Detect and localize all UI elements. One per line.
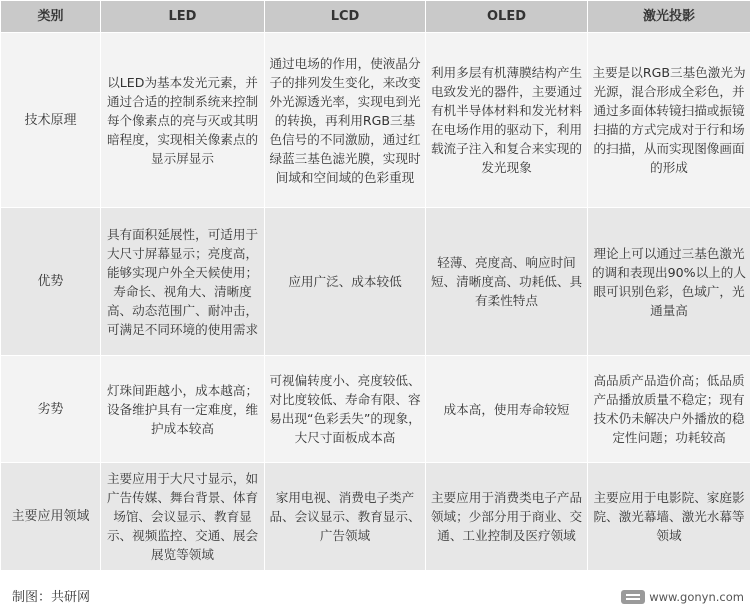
watermark <box>621 590 744 604</box>
header-laser: 激光投影 <box>588 1 750 33</box>
cell-lcd: 家用电视、消费电子类产品、会议显示、教育显示、广告领域 <box>265 463 426 571</box>
header-lcd: LCD <box>265 1 426 33</box>
cell-lcd: 通过电场的作用，使液晶分子的排列发生变化，来改变外光源透光率，实现电到光的转换，再利用RGB三基色信号的不同激励，通过红绿蓝三基色滤光膜，实现时间域和空间域的色彩重现 <box>265 33 426 208</box>
chart-credit: 制图：共研网 <box>12 590 91 605</box>
row-category: 技术原理 <box>1 33 101 208</box>
cell-oled: 成本高，使用寿命较短 <box>426 356 588 463</box>
cell-laser: 理论上可以通过三基色激光的调和表现出90%以上的人眼可识别色彩，色域广，光通量高 <box>588 208 750 356</box>
row-category: 优势 <box>1 208 101 356</box>
row-category: 主要应用领域 <box>1 463 101 571</box>
table-row <box>1 208 750 356</box>
table-row <box>1 33 750 208</box>
cell-laser: 主要应用于电影院、家庭影院、激光幕墙、激光水幕等领域 <box>588 463 750 571</box>
cell-laser: 高品质产品造价高；低品质产品播放质量不稳定；现有技术仍未解决户外播放的稳定性问题；功耗较高 <box>588 356 750 463</box>
cell-laser: 主要是以RGB三基色激光为光源，混合形成全彩色，并通过多面体转镜扫描或振镜扫描的方式完成对于行和场的扫描，从而实现图像画面的形成 <box>588 33 750 208</box>
cell-led: 灯珠间距越小，成本越高；设备维护具有一定难度，维护成本较高 <box>101 356 265 463</box>
table-row <box>1 463 750 571</box>
row-category: 劣势 <box>1 356 101 463</box>
watermark-url: www.gonyn.com <box>649 590 744 604</box>
table-row <box>1 356 750 463</box>
cell-oled: 主要应用于消费类电子产品领域；少部分用于商业、交通、工业控制及医疗领域 <box>426 463 588 571</box>
header-oled: OLED <box>426 1 588 33</box>
header-led: LED <box>101 1 265 33</box>
cell-oled: 利用多层有机薄膜结构产生电致发光的器件，主要通过有机半导体材料和发光材料在电场作用的驱动下，利用载流子注入和复合来实现的发光现象 <box>426 33 588 208</box>
watermark-logo-icon <box>621 590 645 604</box>
cell-oled: 轻薄、亮度高、响应时间短、清晰度高、功耗低、具有柔性特点 <box>426 208 588 356</box>
cell-lcd: 应用广泛、成本较低 <box>265 208 426 356</box>
header-row <box>1 1 750 33</box>
cell-led: 具有面积延展性，可适用于大尺寸屏幕显示；亮度高，能够实现户外全天候使用；寿命长、视角大、清晰度高、动态范围广、耐冲击，可满足不同环境的使用需求 <box>101 208 265 356</box>
cell-led: 以LED为基本发光元素，并通过合适的控制系统来控制每个像素点的亮与灭或其明暗程度，实现相关像素点的显示屏显示 <box>101 33 265 208</box>
cell-led: 主要应用于大尺寸显示，如广告传媒、舞台背景、体育场馆、会议显示、教育显示、视频监控、交通、展会展览等领域 <box>101 463 265 571</box>
cell-lcd: 可视偏转度小、亮度较低、对比度较低、寿命有限、容易出现“色彩丢失”的现象，大尺寸面板成本高 <box>265 356 426 463</box>
header-category: 类别 <box>1 1 101 33</box>
